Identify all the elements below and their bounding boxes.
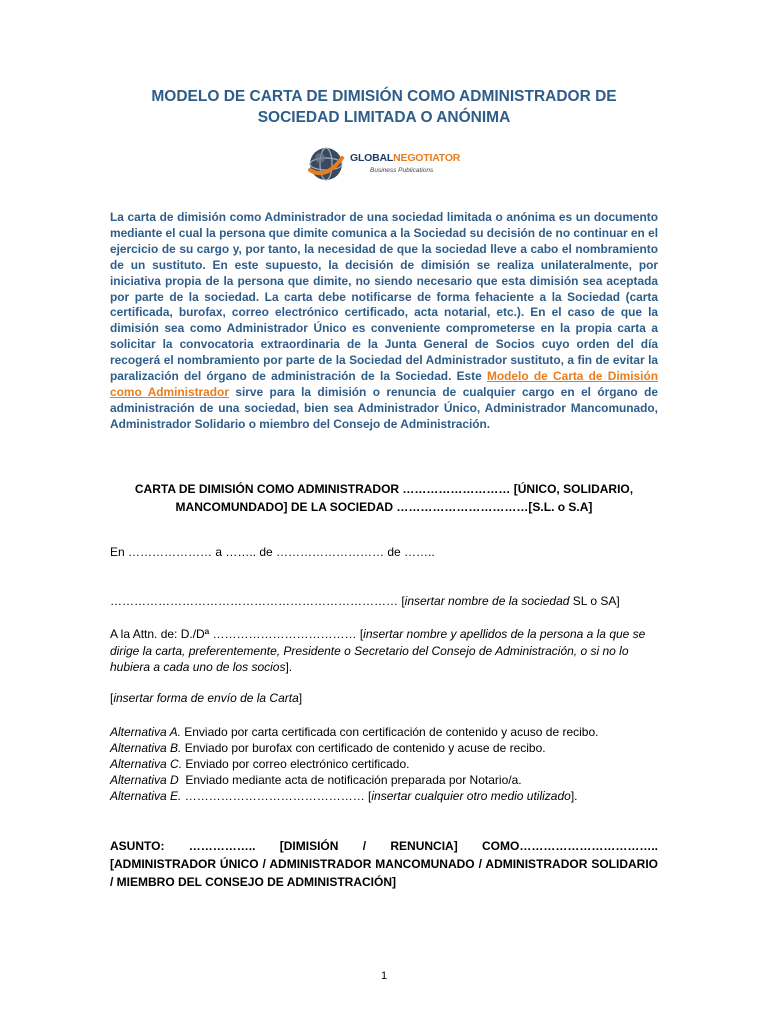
letter-heading-line-2: MANCOMUNDADO] DE LA SOCIEDAD ……………………………[S.L. o S.A] [175, 500, 593, 514]
alternative-item [110, 756, 658, 772]
logo-tagline: Business Publications [370, 167, 434, 174]
alternative-item [110, 772, 658, 788]
alternative-label: Alternativa E. [110, 789, 182, 803]
send-method-line [110, 690, 658, 707]
title-line-1: MODELO DE CARTA DE DIMISIÓN COMO ADMINISTRADOR DE [151, 88, 617, 105]
logo-brand-part-1: GLOBAL [350, 152, 394, 164]
attn-placeholder: insertar nombre y apellidos de la persona a la que se dirige la carta, preferentemente, Presidente o Secretario del Consejo de Administración, o si no lo hubiera a cada uno de los socios [110, 627, 646, 674]
alternative-label: Alternativa C. [110, 757, 183, 771]
page-title [110, 86, 658, 128]
alternative-item [110, 724, 658, 740]
alternative-text: Enviado por burofax con certificado de contenido y acuse de recibo. [181, 741, 546, 755]
intro-text-before-link: La carta de dimisión como Administrador de una sociedad limitada o anónima es un documento mediante el cual la persona que dimite comunica a la Sociedad su decisión de no continuar en el ejercicio de su cargo y, por tanto, la necesidad de que la sociedad lleve a cabo el nombramiento de un sustituto. En este supuesto, la decisión de dimisión se realiza unilateralmente, por iniciativa propia de la persona que dimite, no siendo necesario que esta dimisión sea aceptada por parte de la sociedad. La carta debe notificarse de forma fehaciente a la Sociedad (carta certificada, burofax, correo electrónico certificado, acta notarial, etc.). En el caso de que la dimisión sea como Administrador Único es conveniente comprometerse en la propia carta a solicitar la convocatoria extraordinaria de la Junta General de Socios cuyo orden del día recogerá el nombramiento por parte de la Sociedad del Administrador sustituto, a fin de evitar la paralización del órgano de administración de la Sociedad. Este [110, 210, 658, 384]
alternative-item [110, 788, 658, 804]
company-line [110, 593, 658, 610]
alternative-suffix: ]. [570, 789, 578, 803]
alternative-text: Enviado por correo electrónico certificado. [182, 757, 410, 771]
company-dots: ……………………………………………………………… [ [110, 594, 405, 608]
alternatives-list [110, 724, 658, 804]
alternative-text: ……………………………………… [ [181, 789, 372, 803]
letter-heading [110, 480, 658, 516]
send-method-suffix: ] [298, 691, 303, 705]
alternative-label: Alternativa B. [110, 741, 182, 755]
alternative-item [110, 740, 658, 756]
send-method-prefix: [ [110, 691, 114, 705]
global-negotiator-logo [306, 142, 466, 186]
company-placeholder: insertar nombre de la sociedad [404, 594, 570, 608]
alternative-text: Enviado por carta certificada con certificación de contenido y acuso de recibo. [180, 725, 599, 739]
subject-line: ASUNTO: …………….. [DIMISIÓN / RENUNCIA] COMO…………………………….. [ADMINISTRADOR ÚNICO / ADMINISTRADOR MANCOMUNADO / ADMINISTRADOR SOLIDARIO / MIEMBRO DEL CONSEJO DE ADMINISTRACIÓN] [110, 839, 658, 889]
logo-brand-text [350, 152, 460, 164]
model-link[interactable]: Modelo de Carta de Dimisión como Administrador [110, 369, 658, 399]
page-number: 1 [380, 970, 388, 982]
intro-text-after-link: sirve para la dimisión o renuncia de cualquier cargo en el órgano de administración de una sociedad, bien sea Administrador Único, Administrador Mancomunado, Administrador Solidario o miembro del Consejo de Administración. [110, 384, 658, 431]
alternative-label: Alternativa D [110, 773, 179, 787]
alternative-placeholder: insertar cualquier otro medio utilizado [371, 789, 571, 803]
place-date-line: En ………………… a …….. de ……………………… de …….. [110, 545, 435, 559]
alternative-label: Alternativa A. [110, 725, 181, 739]
logo-brand-part-2: NEGOTIATOR [393, 152, 461, 164]
attention-line [110, 626, 658, 676]
alternative-text: Enviado mediante acta de notificación preparada por Notario/a. [178, 773, 522, 787]
intro-paragraph [110, 210, 658, 433]
title-line-2: SOCIEDAD LIMITADA O ANÓNIMA [257, 109, 511, 126]
letter-heading-line-1: CARTA DE DIMISIÓN COMO ADMINISTRADOR ……………………… [ÚNICO, SOLIDARIO, [134, 482, 634, 496]
logo-globe-icon [306, 144, 346, 184]
send-method-placeholder: insertar forma de envío de la Carta [113, 691, 299, 705]
attn-prefix: A la Attn. de: D./Dª ……………………………… [ [110, 627, 364, 641]
company-suffix: SL o SA] [569, 594, 620, 608]
attn-suffix: ]. [285, 660, 293, 674]
